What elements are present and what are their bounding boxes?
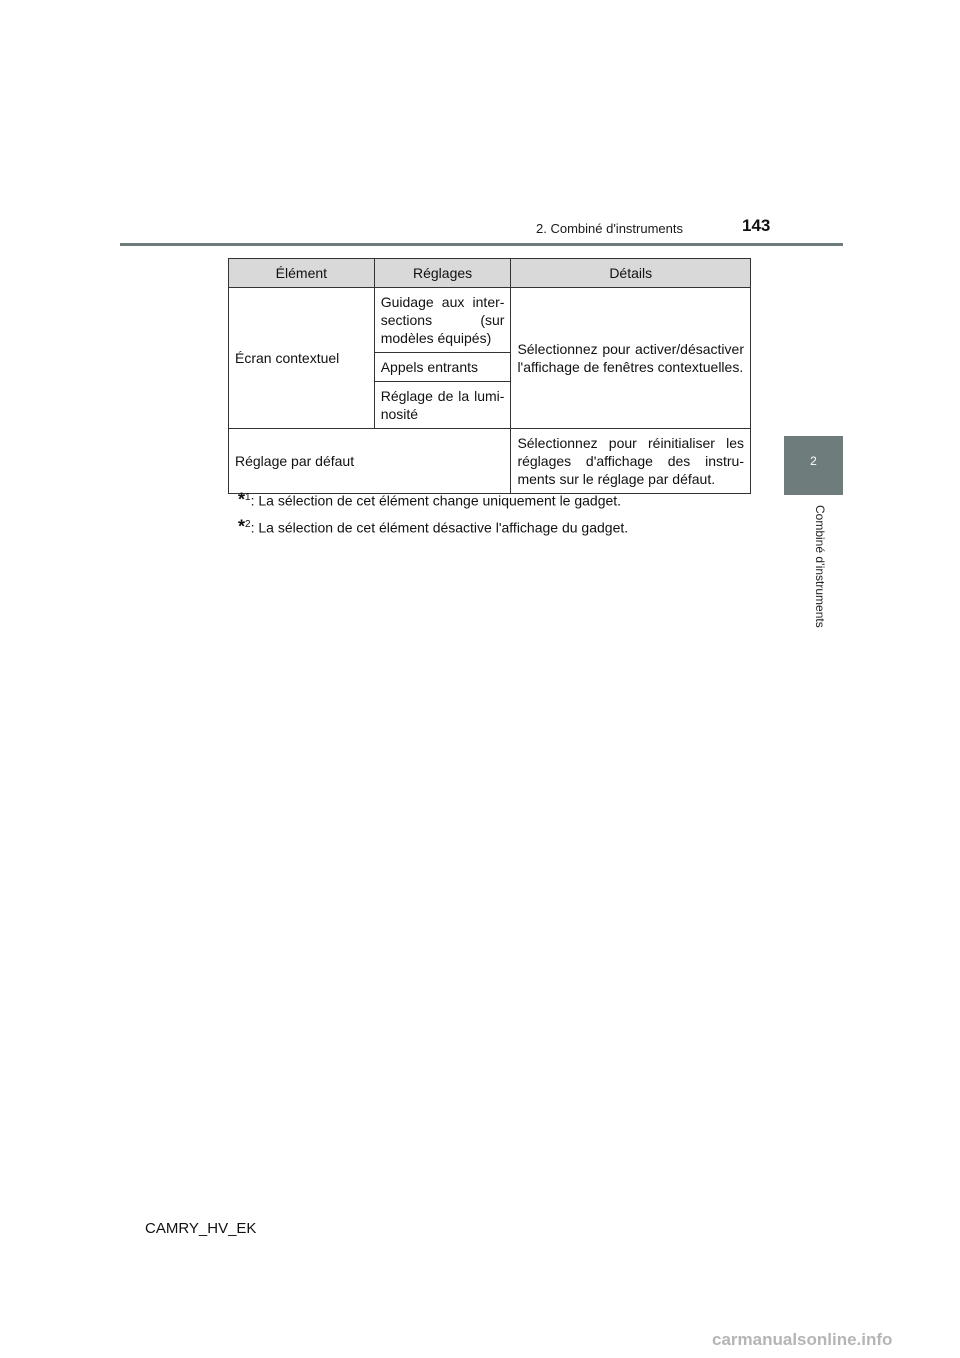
- table-row: [229, 429, 751, 494]
- header-divider: [120, 243, 843, 246]
- setting-cell-incoming-calls: Appels entrants: [374, 353, 511, 382]
- details-cell-default: Sélectionnez pour réinitialiser les réglages d'affichage des instru-ments sur le réglage par défaut.: [511, 429, 751, 494]
- footnote-text: : La sélection de cet élément désactive l'affichage du gadget.: [250, 519, 629, 536]
- item-cell-popup: Écran contextuel: [229, 288, 375, 429]
- column-header-details: Détails: [511, 259, 751, 288]
- chapter-title: Combiné d’instruments: [813, 505, 827, 628]
- table-header-row: [229, 259, 751, 288]
- column-header-item: Élément: [229, 259, 375, 288]
- column-header-settings: Réglages: [374, 259, 511, 288]
- footnote-marker: *: [238, 516, 246, 537]
- setting-cell-intersection-guidance: Guidage aux inter-sections (sur modèles équipés): [374, 288, 511, 353]
- watermark: carmanualsonline.info: [712, 1330, 893, 1349]
- footnotes: [238, 486, 628, 539]
- footnote-index: 2: [245, 518, 251, 530]
- footnote-marker: *: [238, 489, 246, 510]
- chapter-tab: [784, 436, 843, 495]
- model-code: CAMRY_HV_EK: [145, 1220, 257, 1237]
- footnote-index: 1: [245, 492, 251, 503]
- page-number: 143: [742, 216, 771, 235]
- setting-cell-brightness: Réglage de la lumi-nosité: [374, 382, 511, 429]
- footnote-text: : La sélection de cet élément change uniquement le gadget.: [250, 492, 622, 509]
- details-cell-popup: Sélectionnez pour activer/désactiver l'affichage de fenêtres contextuelles.: [511, 288, 751, 429]
- chapter-number: 2: [810, 454, 817, 468]
- table-row: [229, 288, 751, 353]
- footnote-2: [238, 513, 628, 540]
- header-section-title: 2. Combiné d'instruments: [536, 221, 683, 236]
- item-cell-default: Réglage par défaut: [229, 429, 511, 494]
- settings-table: [228, 258, 751, 494]
- footnote-1: [238, 486, 628, 513]
